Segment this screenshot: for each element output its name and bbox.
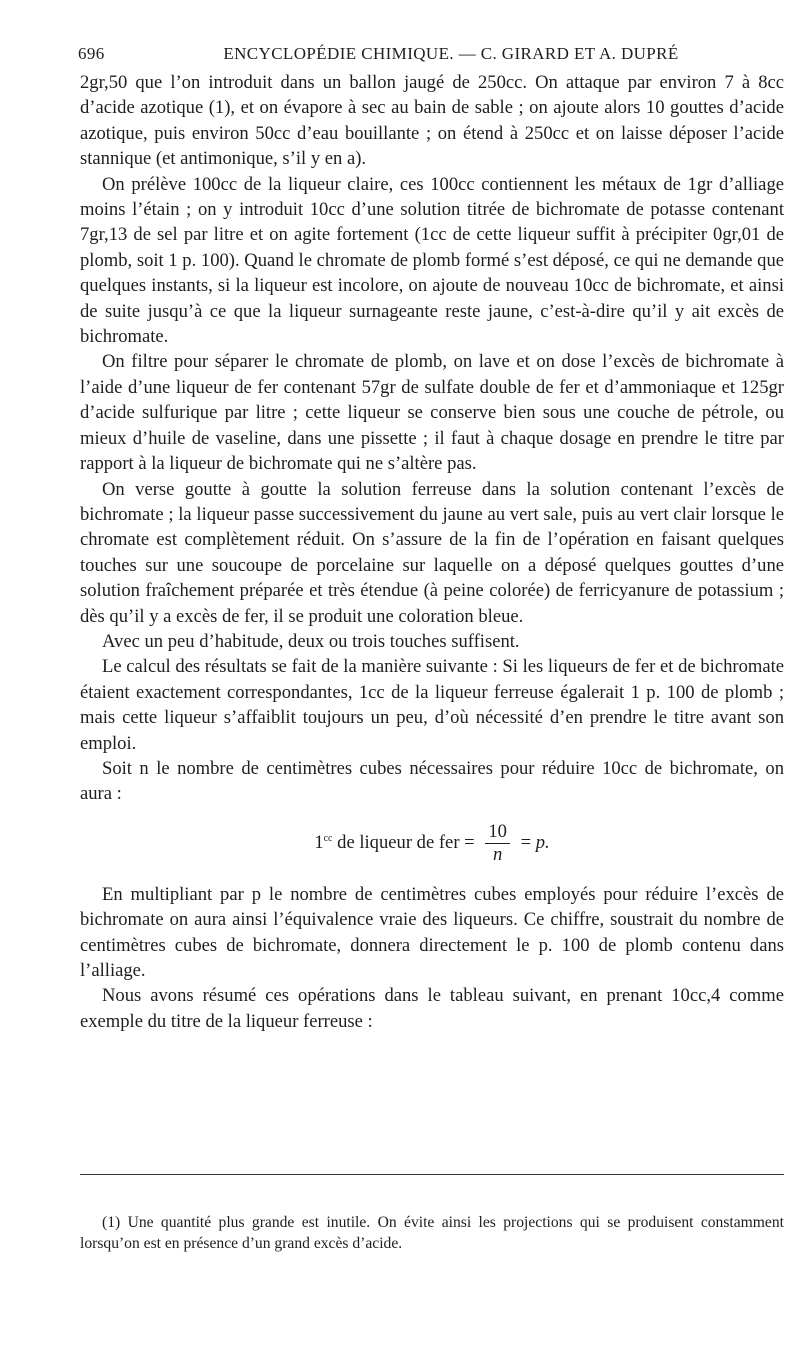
equals-sign: = — [520, 831, 532, 853]
paragraph: Avec un peu d’habitude, deux ou trois touches suffisent. — [102, 630, 520, 652]
body-text — [80, 70, 784, 1034]
running-title: ENCYCLOPÉDIE CHIMIQUE. — C. GIRARD ET A. DUPRÉ — [223, 44, 679, 63]
paragraph: On prélève 100cc de la liqueur claire, ces 100cc contiennent les métaux de 1gr d’alliage moins l’étain ; on y introduit 10cc d’une solution titrée de bichromate de potasse contenant 7gr,13 de sel par litre et on agite fortement (1cc de cette liqueur suffit à précipiter 0gr,01 de plomb, soit 1 p. 100). Quand le chromate de plomb formé s’est déposé, ce qui ne demande que quelques instants, si la liqueur est incolore, on ajoute de nouveau 10cc de bichromate, et ainsi de suite jusqu’à ce que la liqueur surnageante reste jaune, c’est-à-dire qu’il y ait excès de bichromate. — [80, 173, 784, 348]
footnote-divider — [80, 1174, 784, 1175]
footnote-text: (1) Une quantité plus grande est inutile. On évite ainsi les projections qui se produisent constamment lorsqu’on est en présence d’un grand excès d’acide. — [80, 1214, 784, 1252]
paragraph: Nous avons résumé ces opérations dans le tableau suivant, en prenant 10cc,4 comme exemple du titre de la liqueur ferreuse : — [80, 985, 784, 1032]
paragraph: On filtre pour séparer le chromate de plomb, on lave et on dose l’excès de bichromate à l’aide d’une liqueur de fer contenant 57gr de sulfate double de fer et d’ammoniaque et 125gr d’acide sulfurique par litre ; cette liqueur se conserve bien sous une couche de pétrole, ou mieux d’huile de vaseline, dans une pissette ; il faut à chaque dosage en prendre le titre par rapport à la liqueur de bichromate qui ne s’altère pas. — [80, 351, 784, 475]
equation-rhs: p. — [535, 831, 550, 853]
page-header — [78, 44, 784, 70]
fraction-denominator: n — [492, 843, 503, 865]
paragraph: 2gr,50 que l’on introduit dans un ballon jaugé de 250cc. On attaque par environ 7 à 8cc d’acide azotique (1), et on évapore à sec au bain de sable ; on ajoute alors 10 gouttes d’acide azotique, puis environ 50cc d’eau bouillante ; on étend à 250cc et on laisse déposer l’acide stannique (et antimonique, s’il y en a). — [80, 72, 784, 170]
paragraph: En multipliant par p le nombre de centimètres cubes employés pour réduire l’excès de bichromate on aura ainsi l’équivalence vraie des liqueurs. Ce chiffre, soustrait du nombre de centimètres cubes de bichromate, donnera directement le p. 100 de plomb contenu dans l’alliage. — [80, 883, 784, 981]
fraction-numerator: 10 — [485, 821, 510, 844]
equation — [80, 821, 784, 866]
fraction — [485, 821, 510, 866]
paragraph: Soit n le nombre de centimètres cubes nécessaires pour réduire 10cc de bichromate, on aura : — [80, 757, 784, 805]
footnote — [80, 1212, 784, 1254]
equation-lhs-text: de liqueur de fer — [337, 831, 460, 853]
page-number: 696 — [78, 44, 105, 63]
paragraph: Le calcul des résultats se fait de la manière suivante : Si les liqueurs de fer et de bichromate étaient exactement correspondantes, 1cc de la liqueur ferreuse égalerait 1 p. 100 de plomb ; mais cette liqueur s’affaiblit toujours un peu, d’où nécessité d’en prendre le titre avant son emploi. — [80, 656, 784, 754]
equation-lhs-unit: cc — [323, 832, 333, 844]
paragraph: On verse goutte à goutte la solution ferreuse dans la solution contenant l’excès de bichromate ; la liqueur passe successivement du jaune au vert sale, puis au vert clair lorsque le chromate est complètement réduit. On s’assure de la fin de l’opération en faisant quelques touches sur une soucoupe de porcelaine sur laquelle on a déposé quelques gouttes d’une solution fraîchement préparée et très étendue (à peine colorée) de ferricyanure de potassium ; dès qu’il y a excès de fer, il se produit une coloration bleue. — [80, 478, 784, 627]
equation-lhs-number: 1 — [314, 831, 324, 853]
equals-sign: = — [464, 831, 475, 853]
